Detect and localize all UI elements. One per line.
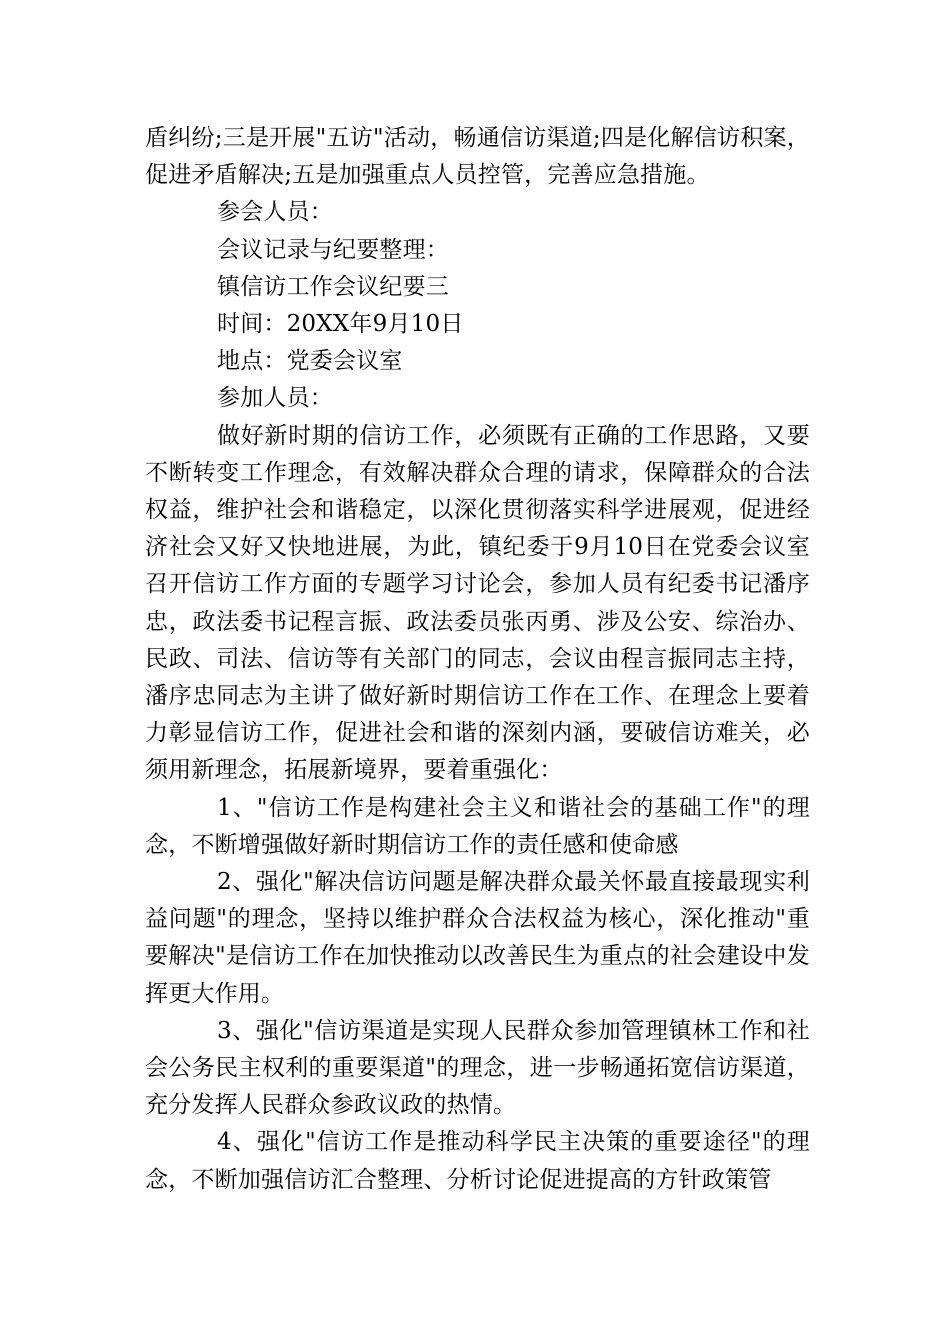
document-body [145, 120, 810, 1199]
meeting-time: 时间：20XX年9月10日 [217, 311, 464, 338]
minutes-editor-label: 会议记录与纪要整理： [217, 236, 449, 263]
section-title: 镇信访工作会议纪要三 [217, 273, 449, 300]
attendees-label: 参会人员： [217, 199, 333, 226]
paragraph-continuation: 盾纠纷;三是开展"五访"活动，畅通信访渠道;四是化解信访积案，促进矛盾解决;五是加强重点人员控管，完善应急措施。 [145, 125, 810, 189]
body-paragraph: 做好新时期的信访工作，必须既有正确的工作思路，又要不断转变工作理念，有效解决群众合理的请求，保障群众的合法权益，维护社会和谐稳定，以深化贯彻落实科学进展观，促进经济社会又好又快地进展，为此，镇纪委于9月10日在党委会议室召开信访工作方面的专题学习讨论会，参加人员有纪委书记潘序忠，政法委书记程言振、政法委员张丙勇、涉及公安、综治办、民政、司法、信访等有关部门的同志，会议由程言振同志主持，潘序忠同志为主讲了做好新时期信访工作在工作、在理念上要着力彰显信访工作，促进社会和谐的深刻内涵，要破信访难关，必须用新理念，拓展新境界，要着重强化： [145, 422, 810, 784]
list-item-2: 2、强化"解决信访问题是解决群众最关怀最直接最现实利益问题"的理念，坚持以维护群众合法权益为核心，深化推动"重要解决"是信访工作在加快推动以改善民生为重点的社会建设中发挥更大作用。 [145, 869, 810, 1007]
list-item-1: 1、"信访工作是构建社会主义和谐社会的基础工作"的理念，不断增强做好新时期信访工作的责任感和使命感 [145, 794, 810, 858]
participants-label: 参加人员： [217, 385, 333, 412]
list-item-3: 3、强化"信访渠道是实现人民群众参加管理镇林工作和社会公务民主权利的重要渠道"的理念，进一步畅通拓宽信访渠道，充分发挥人民群众参政议政的热情。 [145, 1017, 810, 1119]
meeting-location: 地点：党委会议室 [217, 348, 403, 375]
list-item-4: 4、强化"信访工作是推动科学民主决策的重要途径"的理念，不断加强信访汇合整理、分析讨论促进提高的方针政策管 [145, 1129, 810, 1193]
